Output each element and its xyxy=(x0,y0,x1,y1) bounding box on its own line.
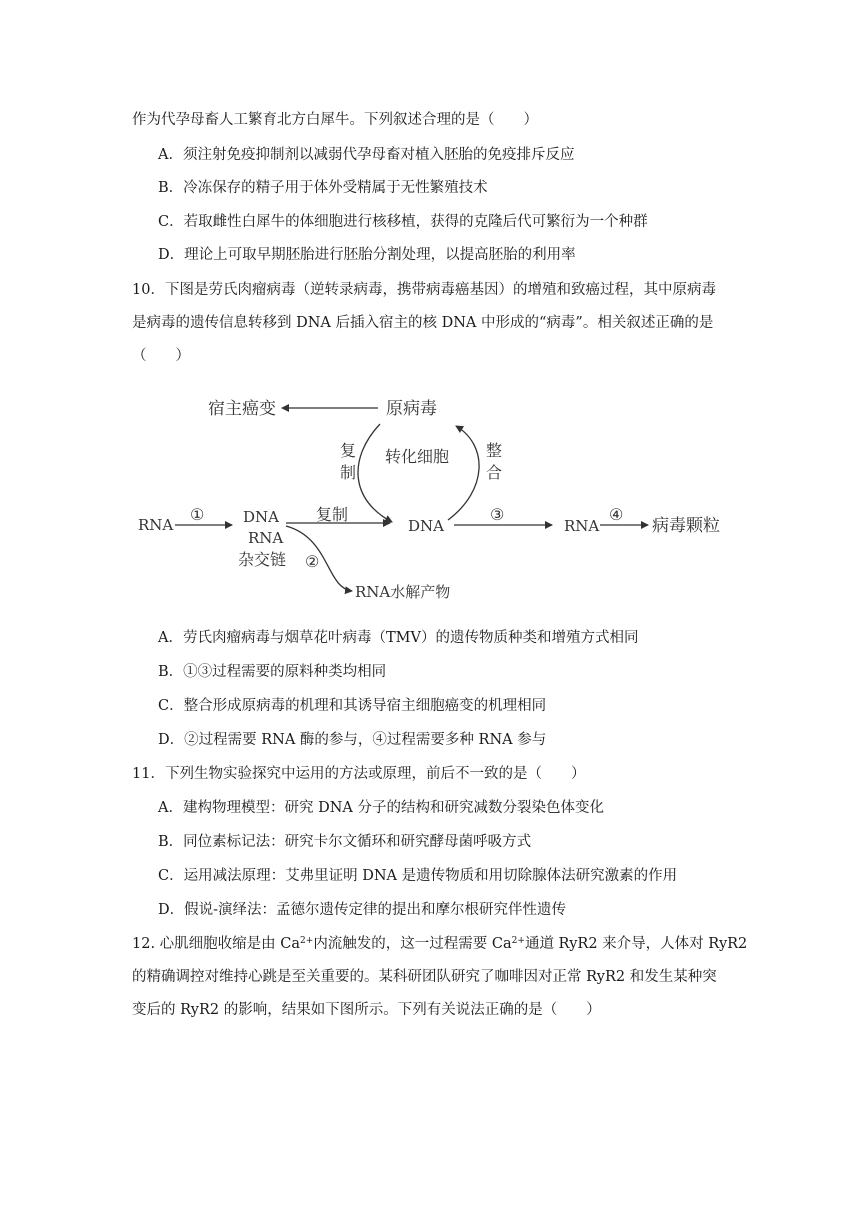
replicate-horizontal-label: 复制 xyxy=(316,505,349,524)
q11-option-a: A．建构物理模型：研究 DNA 分子的结构和研究减数分裂染色体变化 xyxy=(158,800,604,816)
calcium-charge-1: 2+ xyxy=(300,936,314,946)
integrate-vertical-2: 合 xyxy=(486,463,503,482)
q12-stem-line-1 xyxy=(132,934,747,954)
q12-stem-line-2: 的精确调控对维持心跳是至关重要的。某科研团队研究了咖啡因对正常 RyR2 和发生某种突 xyxy=(132,969,717,985)
replicate-vertical-1: 复 xyxy=(340,441,357,460)
step-1-marker: ① xyxy=(190,505,205,524)
rna-hydrolysis-label: RNA水解产物 xyxy=(355,583,451,601)
q9-stem-tail: 作为代孕母畜人工繁育北方白犀牛。下列叙述合理的是（ ） xyxy=(132,112,538,128)
arrow-integrate-curve xyxy=(448,426,479,520)
transformed-cell-label: 转化细胞 xyxy=(385,447,450,466)
q12-text-part-1: 12. 心肌细胞收缩是由 Ca xyxy=(132,936,301,952)
step-4-marker: ④ xyxy=(609,505,624,524)
q10-stem-line-1: 10．下图是劳氏肉瘤病毒（逆转录病毒，携带病毒癌基因）的增殖和致癌过程，其中原病毒 xyxy=(132,282,716,298)
virus-replication-diagram xyxy=(130,360,730,610)
q10-option-d: D．②过程需要 RNA 酶的参与，④过程需要多种 RNA 参与 xyxy=(158,732,547,748)
q9-option-c: C．若取雌性白犀牛的体细胞进行核移植，获得的克隆后代可繁衍为一个种群 xyxy=(158,214,648,230)
step-3-marker: ③ xyxy=(490,505,505,524)
dna-middle-label: DNA xyxy=(408,517,444,535)
q11-stem: 11．下列生物实验探究中运用的方法或原理，前后不一致的是（ ） xyxy=(132,766,586,782)
replicate-vertical-2: 制 xyxy=(340,463,357,482)
host-cancer-label: 宿主癌变 xyxy=(208,399,276,419)
rna-left-label: RNA xyxy=(138,516,174,534)
hybrid-dna-label: DNA xyxy=(243,508,279,526)
q11-option-d: D．假说-演绎法：孟德尔遗传定律的提出和摩尔根研究伴性遗传 xyxy=(158,902,567,918)
arrow-replicate-curve xyxy=(358,424,392,522)
q10-option-c: C．整合形成原病毒的机理和其诱导宿主细胞癌变的机理相同 xyxy=(158,698,547,714)
q12-text-part-2: 内流触发的，这一过程需要 Ca xyxy=(313,936,512,952)
q11-option-c: C．运用减法原理：艾弗里证明 DNA 是遗传物质和用切除腺体法研究激素的作用 xyxy=(158,868,678,884)
step-2-marker: ② xyxy=(305,552,320,571)
q10-stem-line-3: （ ） xyxy=(132,348,190,364)
q9-option-b: B．冷冻保存的精子用于体外受精属于无性繁殖技术 xyxy=(158,180,488,196)
q10-option-b: B．①③过程需要的原料种类均相同 xyxy=(158,664,387,680)
rna-right-label: RNA xyxy=(564,517,600,535)
provirus-label: 原病毒 xyxy=(386,399,437,419)
integrate-vertical-1: 整 xyxy=(486,441,503,460)
calcium-charge-2: 2+ xyxy=(511,936,525,946)
virus-particle-label: 病毒颗粒 xyxy=(652,516,720,536)
q9-option-d: D．理论上可取早期胚胎进行胚胎分割处理，以提高胚胎的利用率 xyxy=(158,247,576,263)
q12-text-part-3: 通道 RyR2 来介导，人体对 RyR2 xyxy=(524,936,748,952)
q9-option-a: A．须注射免疫抑制剂以减弱代孕母畜对植入胚胎的免疫排斥反应 xyxy=(158,147,575,163)
q12-stem-line-3: 变后的 RyR2 的影响，结果如下图所示。下列有关说法正确的是（ ） xyxy=(132,1002,601,1018)
q10-option-a: A．劳氏肉瘤病毒与烟草花叶病毒（TMV）的遗传物质种类和增殖方式相同 xyxy=(158,630,639,646)
q11-option-b: B．同位素标记法：研究卡尔文循环和研究酵母菌呼吸方式 xyxy=(158,834,532,850)
hybrid-rna-label: RNA xyxy=(248,529,284,547)
hybrid-strand-label: 杂交链 xyxy=(238,550,287,569)
q10-stem-line-2: 是病毒的遗传信息转移到 DNA 后插入宿主的核 DNA 中形成的“病毒”。相关叙述正确的是 xyxy=(132,315,714,331)
